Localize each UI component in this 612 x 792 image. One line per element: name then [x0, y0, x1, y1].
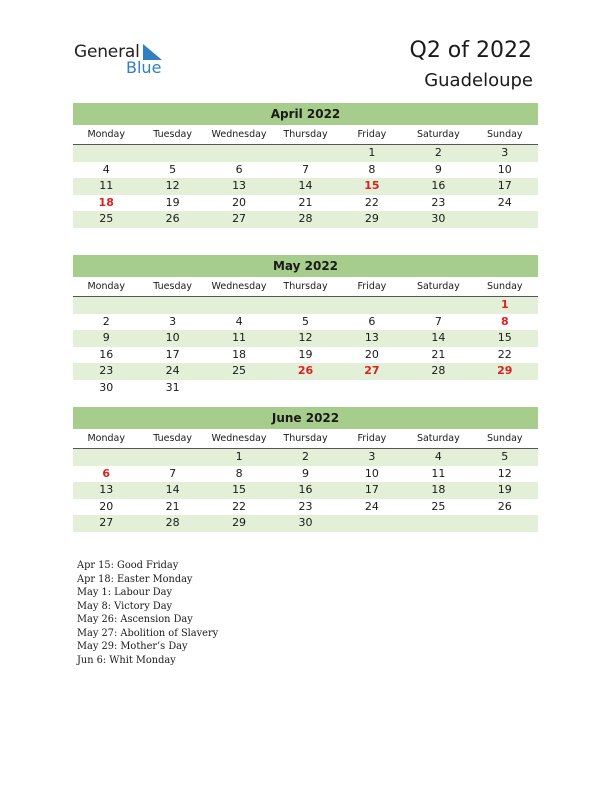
day-cell: 28	[165, 516, 180, 529]
day-cell: 22	[497, 347, 512, 361]
empty-day-cell	[339, 297, 405, 314]
day-cell: 30	[99, 380, 114, 394]
weekday-label: Thursday	[283, 129, 328, 140]
day-cell: 11	[232, 331, 247, 344]
weekday-header-row	[73, 125, 538, 145]
day-cell: 21	[431, 347, 446, 361]
month-title: April 2022	[73, 103, 538, 125]
empty-day-cell	[405, 297, 471, 314]
month-weeks	[73, 145, 538, 228]
day-cell: 29	[364, 212, 379, 225]
day-cell: 19	[298, 347, 313, 361]
month-weeks	[73, 297, 538, 396]
day-cell: 3	[169, 314, 177, 328]
empty-day-cell	[339, 515, 405, 532]
day-cell: 31	[165, 380, 180, 394]
day-cell: 17	[165, 347, 180, 361]
day-cell: 7	[169, 466, 177, 480]
generalblue-logo	[74, 42, 174, 78]
day-cell: 14	[298, 179, 313, 192]
week-row	[73, 449, 538, 466]
weekday-label: Monday	[87, 281, 125, 292]
day-cell: 24	[165, 364, 180, 377]
day-cell: 2	[102, 314, 110, 328]
day-cell: 29	[497, 364, 513, 377]
empty-day-cell	[73, 297, 139, 314]
empty-day-cell	[206, 145, 272, 162]
week-row	[73, 515, 538, 532]
week-row	[73, 145, 538, 162]
weekday-header-row	[73, 277, 538, 297]
weekday-label: Sunday	[487, 433, 523, 444]
day-cell: 28	[298, 212, 313, 225]
empty-day-cell	[73, 449, 139, 466]
day-cell: 8	[235, 466, 243, 480]
empty-day-cell	[206, 297, 272, 314]
holiday-item: May 1: Labour Day	[77, 587, 173, 598]
weekday-label: Wednesday	[211, 433, 267, 444]
day-cell: 14	[165, 483, 180, 496]
day-cell: 22	[364, 195, 379, 209]
weekday-label: Monday	[87, 433, 125, 444]
day-cell: 24	[364, 499, 379, 513]
day-cell: 29	[232, 516, 247, 529]
day-cell: 6	[368, 314, 376, 328]
week-row	[73, 347, 538, 364]
holiday-item: May 27: Abolition of Slavery	[77, 627, 219, 639]
weekday-label: Saturday	[416, 281, 460, 292]
week-row	[73, 297, 538, 314]
empty-day-cell	[139, 145, 205, 162]
day-cell: 27	[99, 516, 114, 529]
weekday-label: Sunday	[487, 281, 523, 292]
weekday-label: Friday	[357, 129, 387, 140]
day-cell: 10	[165, 331, 180, 344]
month-weeks	[73, 449, 538, 532]
holiday-item: Jun 6: Whit Monday	[77, 654, 176, 666]
day-cell: 27	[232, 212, 247, 225]
day-cell: 11	[431, 466, 446, 480]
day-cell: 25	[99, 212, 114, 225]
week-row	[73, 314, 538, 331]
empty-day-cell	[405, 380, 471, 397]
day-cell: 13	[364, 331, 379, 344]
month-calendar-may	[73, 255, 538, 396]
week-row	[73, 499, 538, 516]
day-cell: 16	[99, 347, 114, 361]
empty-day-cell	[339, 380, 405, 397]
day-cell: 15	[232, 483, 247, 496]
day-cell: 27	[364, 364, 380, 377]
day-cell: 12	[298, 331, 313, 344]
day-cell: 14	[431, 331, 446, 344]
weekday-label: Wednesday	[211, 129, 267, 140]
day-cell: 20	[232, 195, 247, 209]
day-cell: 22	[232, 499, 247, 513]
day-cell: 2	[301, 450, 309, 463]
logo-word-blue: Blue	[126, 58, 162, 77]
day-cell: 3	[368, 450, 376, 463]
day-cell: 9	[301, 466, 309, 480]
day-cell: 8	[368, 162, 376, 176]
day-cell: 23	[431, 195, 446, 209]
day-cell: 16	[431, 179, 446, 192]
empty-day-cell	[139, 297, 205, 314]
day-cell: 5	[501, 450, 509, 463]
empty-day-cell	[139, 449, 205, 466]
weekday-label: Tuesday	[153, 281, 192, 292]
page-subtitle: Guadeloupe	[424, 70, 533, 91]
day-cell: 16	[298, 483, 313, 496]
weekday-label: Saturday	[416, 129, 460, 140]
day-cell: 18	[98, 195, 114, 209]
weekday-label: Friday	[357, 433, 387, 444]
day-cell: 15	[364, 179, 380, 192]
day-cell: 6	[235, 162, 243, 176]
day-cell: 13	[99, 483, 114, 496]
empty-day-cell	[472, 380, 538, 397]
holiday-item: May 29: Mother’s Day	[77, 641, 188, 652]
month-title: June 2022	[73, 407, 538, 429]
day-cell: 21	[298, 195, 313, 209]
day-cell: 26	[497, 499, 512, 513]
week-row	[73, 330, 538, 347]
month-calendar-june	[73, 407, 538, 532]
day-cell: 18	[232, 347, 247, 361]
holiday-item: May 26: Ascension Day	[77, 614, 193, 625]
week-row	[73, 482, 538, 499]
day-cell: 8	[500, 314, 509, 328]
day-cell: 10	[497, 162, 512, 176]
day-cell: 1	[500, 298, 509, 311]
day-cell: 11	[99, 179, 114, 192]
page-title: Q2 of 2022	[409, 38, 532, 63]
day-cell: 4	[102, 162, 110, 176]
empty-day-cell	[272, 145, 338, 162]
day-cell: 18	[431, 483, 446, 496]
holiday-item: Apr 18: Easter Monday	[77, 573, 193, 585]
day-cell: 4	[434, 450, 442, 463]
day-cell: 13	[232, 179, 247, 192]
week-row	[73, 363, 538, 380]
day-cell: 5	[301, 314, 309, 328]
day-cell: 25	[431, 499, 446, 513]
day-cell: 5	[169, 162, 177, 176]
week-row	[73, 178, 538, 195]
empty-day-cell	[405, 515, 471, 532]
day-cell: 24	[497, 195, 512, 209]
weekday-label: Friday	[357, 281, 387, 292]
weekday-label: Tuesday	[153, 129, 192, 140]
holiday-item: May 8: Victory Day	[77, 600, 173, 612]
week-row	[73, 195, 538, 212]
empty-day-cell	[272, 297, 338, 314]
month-title: May 2022	[73, 255, 538, 277]
empty-day-cell	[472, 515, 538, 532]
weekday-label: Thursday	[283, 281, 328, 292]
day-cell: 23	[99, 364, 114, 377]
day-cell: 12	[165, 179, 180, 192]
weekday-label: Tuesday	[153, 433, 192, 444]
day-cell: 26	[165, 212, 180, 225]
day-cell: 30	[298, 516, 313, 529]
day-cell: 26	[297, 364, 314, 377]
day-cell: 10	[364, 466, 379, 480]
empty-day-cell	[472, 211, 538, 228]
week-row	[73, 162, 538, 179]
week-row	[73, 380, 538, 397]
day-cell: 25	[232, 364, 247, 377]
day-cell: 17	[364, 483, 379, 496]
weekday-header-row	[73, 429, 538, 449]
day-cell: 28	[431, 364, 446, 377]
day-cell: 7	[301, 162, 309, 176]
week-row	[73, 211, 538, 228]
weekday-label: Saturday	[416, 433, 460, 444]
day-cell: 23	[298, 499, 313, 513]
day-cell: 17	[497, 179, 512, 192]
day-cell: 4	[235, 314, 243, 328]
day-cell: 9	[102, 331, 110, 344]
day-cell: 20	[364, 347, 379, 361]
day-cell: 21	[165, 499, 180, 513]
logo-word-general: General	[74, 42, 140, 62]
day-cell: 20	[99, 499, 114, 513]
day-cell: 15	[497, 331, 512, 344]
day-cell: 30	[431, 212, 446, 225]
day-cell: 2	[434, 146, 442, 159]
day-cell: 1	[368, 146, 376, 159]
weekday-label: Monday	[87, 129, 125, 140]
empty-day-cell	[272, 380, 338, 397]
holiday-list	[77, 559, 218, 667]
empty-day-cell	[206, 380, 272, 397]
holiday-item: Apr 15: Good Friday	[77, 560, 179, 571]
weekday-label: Sunday	[487, 129, 523, 140]
weekday-label: Thursday	[283, 433, 328, 444]
day-cell: 7	[434, 314, 442, 328]
day-cell: 12	[497, 466, 512, 480]
day-cell: 19	[497, 483, 512, 496]
day-cell: 3	[501, 146, 509, 159]
day-cell: 1	[235, 450, 243, 463]
week-row	[73, 466, 538, 483]
day-cell: 6	[102, 466, 111, 480]
month-calendar-april	[73, 103, 538, 228]
weekday-label: Wednesday	[211, 281, 267, 292]
day-cell: 19	[165, 195, 180, 209]
day-cell: 9	[434, 162, 442, 176]
empty-day-cell	[73, 145, 139, 162]
